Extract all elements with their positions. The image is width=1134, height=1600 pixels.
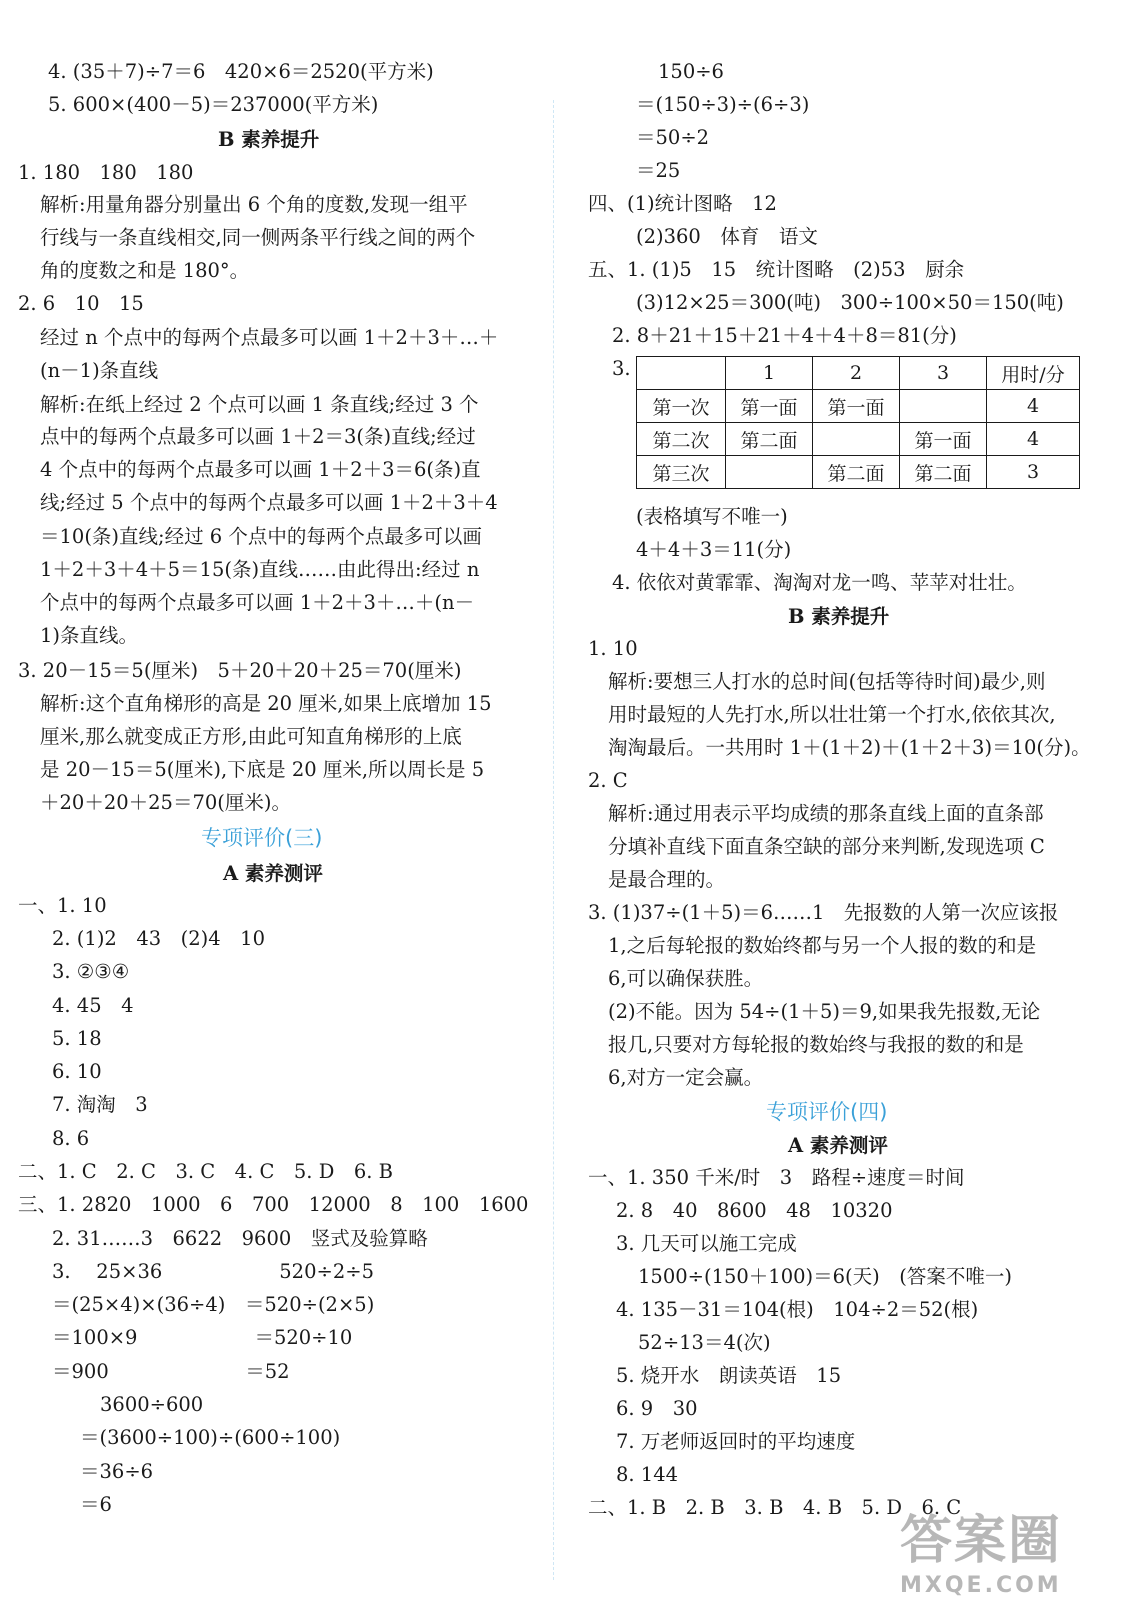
answer-line: 四、(1)统计图略 12: [588, 192, 777, 215]
answer-line: 4. (35＋7)÷7＝6 420×6＝2520(平方米): [48, 60, 434, 83]
answer-line: 一、1. 10: [18, 894, 107, 917]
answer-line: 7. 淘淘 3: [52, 1093, 148, 1116]
answer-line: 6. 9 30: [616, 1397, 698, 1420]
table-row: [637, 456, 1080, 489]
column-divider: [553, 100, 554, 1580]
watermark-logo: [900, 1498, 1110, 1598]
answer-line: 1. 10: [588, 637, 638, 660]
answer-line: ＝100×9 ＝520÷10: [52, 1326, 353, 1349]
analysis-line: 解析:用量角器分别量出 6 个角的度数,发现一组平: [40, 193, 468, 216]
answer-line: (表格填写不唯一): [636, 505, 788, 528]
answer-line: 2. (1)2 43 (2)4 10: [52, 927, 265, 950]
analysis-line: 1)条直线。: [40, 624, 139, 647]
table-cell: 4: [987, 390, 1080, 423]
answer-line: 二、1. B 2. B 3. B 4. B 5. D 6. C: [588, 1496, 962, 1519]
answer-line: 2. 31……3 6622 9600 竖式及验算略: [52, 1227, 428, 1250]
answer-line: 5. 600×(400－5)＝237000(平方米): [48, 93, 379, 116]
answer-line: 8. 144: [616, 1463, 679, 1486]
table-cell: 第一面: [813, 390, 900, 423]
table-cell: 第一面: [726, 390, 813, 423]
table-cell: [637, 357, 726, 390]
analysis-line: 淘淘最后。一共用时 1＋(1＋2)＋(1＋2＋3)＝10(分)。: [608, 736, 1091, 759]
answer-line: 6,可以确保获胜。: [608, 967, 764, 990]
analysis-line: 解析:要想三人打水的总时间(包括等待时间)最少,则: [608, 670, 1046, 693]
table-cell: 第二面: [726, 423, 813, 456]
answer-line: 三、1. 2820 1000 6 700 12000 8 100 1600: [18, 1193, 529, 1216]
answer-line: 2. 8＋21＋15＋21＋4＋4＋8＝81(分): [612, 324, 957, 347]
table-cell: 用时/分: [987, 357, 1080, 390]
answer-line: ＝900 ＝52: [52, 1360, 290, 1383]
answer-line: ＝6: [80, 1493, 112, 1516]
table-cell: 第三次: [637, 456, 726, 489]
answer-line: 5. 烧开水 朗读英语 15: [616, 1364, 842, 1387]
analysis-line: 用时最短的人先打水,所以壮壮第一个打水,依依其次,: [608, 703, 1056, 726]
answer-line: 2. C: [588, 769, 628, 792]
table-cell: 第一次: [637, 390, 726, 423]
section-title-three: 专项评价(三): [201, 826, 323, 850]
analysis-line: 解析:这个直角梯形的高是 20 厘米,如果上底增加 15: [40, 692, 492, 715]
table-cell: 第二次: [637, 423, 726, 456]
answer-line: 6. 10: [52, 1060, 102, 1083]
answer-line: ＝50÷2: [636, 126, 710, 149]
analysis-line: 行线与一条直线相交,同一侧两条平行线之间的两个: [40, 226, 476, 249]
answer-line: 4. 依依对黄霏霏、淘淘对龙一鸣、苹苹对壮壮。: [612, 571, 1027, 594]
answer-line: ＝(25×4)×(36÷4) ＝520÷(2×5): [52, 1293, 375, 1316]
analysis-line: 分填补直线下面直条空缺的部分来判断,发现选项 C: [608, 835, 1045, 858]
answer-line: ＝36÷6: [80, 1460, 154, 1483]
answer-line: 3. (1)37÷(1＋5)＝6……1 先报数的人第一次应该报: [588, 901, 1059, 924]
analysis-line: 解析:通过用表示平均成绩的那条直线上面的直条部: [608, 802, 1044, 825]
answer-line: 4. 45 4: [52, 994, 134, 1017]
answer-line: 4. 135－31＝104(根) 104÷2＝52(根): [616, 1298, 979, 1321]
answer-line: 3. 25×36 520÷2÷5: [52, 1260, 374, 1283]
table-header-row: [637, 357, 1080, 390]
table-row: [637, 423, 1080, 456]
answer-line: 7. 万老师返回时的平均速度: [616, 1430, 856, 1453]
analysis-line: 角的度数之和是 180°。: [40, 259, 250, 282]
answer-line: 1. 180 180 180: [18, 161, 194, 184]
analysis-line: 是最合理的。: [608, 868, 726, 891]
watermark-text: 答案圈: [900, 1511, 1063, 1571]
time-table: [636, 356, 1080, 489]
analysis-line: ＝10(条)直线;经过 6 个点中的每两个点最多可以画: [40, 525, 482, 548]
heading-a-literacy: A 素养测评: [223, 862, 323, 885]
answer-line: 五、1. (1)5 15 统计图略 (2)53 厨余: [588, 258, 965, 281]
answer-line: ＝25: [636, 159, 681, 182]
heading-b-literacy: B 素养提升: [788, 605, 890, 628]
answer-line: ＝(3600÷100)÷(600÷100): [80, 1426, 341, 1449]
answer-line: 2. 8 40 8600 48 10320: [616, 1199, 893, 1222]
answer-line: 6,对方一定会赢。: [608, 1066, 764, 1089]
answer-line: (2)不能。因为 54÷(1＋5)＝9,如果我先报数,无论: [608, 1000, 1041, 1023]
answer-line: 一、1. 350 千米/时 3 路程÷速度＝时间: [588, 1166, 965, 1189]
answer-line: 3. ②③④: [52, 960, 130, 983]
answer-line: 2. 6 10 15: [18, 292, 144, 315]
answer-line: 4＋4＋3＝11(分): [636, 538, 792, 561]
answer-line: 3. 20－15＝5(厘米) 5＋20＋20＋25＝70(厘米): [18, 659, 462, 682]
table-cell: 1: [726, 357, 813, 390]
table-cell: 第一面: [900, 423, 987, 456]
answer-line: 3.: [612, 357, 631, 380]
analysis-line: 是 20－15＝5(厘米),下底是 20 厘米,所以周长是 5: [40, 758, 485, 781]
analysis-line: 线;经过 5 个点中的每两个点最多可以画 1＋2＋3＋4: [40, 491, 498, 514]
heading-a-literacy: A 素养测评: [788, 1134, 888, 1157]
table-cell: 3: [987, 456, 1080, 489]
answer-line: 5. 18: [52, 1027, 102, 1050]
answer-line: 3. 几天可以施工完成: [616, 1232, 797, 1255]
watermark-url: MXQE.COM: [900, 1573, 1062, 1598]
answer-line: (3)12×25＝300(吨) 300÷100×50＝150(吨): [636, 291, 1064, 314]
table-cell: [813, 423, 900, 456]
table-cell: 2: [813, 357, 900, 390]
answer-line: 1500÷(150＋100)＝6(天) (答案不唯一): [638, 1265, 1012, 1288]
table-cell: 第二面: [900, 456, 987, 489]
answer-line: 经过 n 个点中的每两个点最多可以画 1＋2＋3＋…＋: [40, 326, 499, 349]
answer-line: 52÷13＝4(次): [638, 1331, 771, 1354]
analysis-line: 点中的每两个点最多可以画 1＋2＝3(条)直线;经过: [40, 425, 476, 448]
answer-line: (n－1)条直线: [40, 359, 159, 382]
section-title-four: 专项评价(四): [766, 1100, 888, 1124]
table-cell: 4: [987, 423, 1080, 456]
answer-line: 1,之后每轮报的数始终都与另一个人报的数的和是: [608, 934, 1037, 957]
analysis-line: 解析:在纸上经过 2 个点可以画 1 条直线;经过 3 个: [40, 393, 479, 416]
heading-b-literacy: B 素养提升: [218, 128, 320, 151]
answer-line: 二、1. C 2. C 3. C 4. C 5. D 6. B: [18, 1160, 393, 1183]
answer-line: 150÷6: [658, 60, 724, 83]
answer-line: 报几,只要对方每轮报的数始终与我报的数的和是: [608, 1033, 1024, 1056]
table-cell: [900, 390, 987, 423]
table-cell: [726, 456, 813, 489]
table-cell: 第二面: [813, 456, 900, 489]
analysis-line: 1＋2＋3＋4＋5＝15(条)直线……由此得出:经过 n: [40, 558, 480, 581]
analysis-line: 个点中的每两个点最多可以画 1＋2＋3＋…＋(n－: [40, 591, 475, 614]
analysis-line: 4 个点中的每两个点最多可以画 1＋2＋3＝6(条)直: [40, 458, 481, 481]
table-row: [637, 390, 1080, 423]
table-cell: 3: [900, 357, 987, 390]
answer-line: 8. 6: [52, 1127, 90, 1150]
analysis-line: ＋20＋20＋25＝70(厘米)。: [40, 791, 291, 814]
answer-line: 3600÷600: [100, 1393, 204, 1416]
analysis-line: 厘米,那么就变成正方形,由此可知直角梯形的上底: [40, 725, 462, 748]
answer-line: (2)360 体育 语文: [636, 225, 818, 248]
answer-line: ＝(150÷3)÷(6÷3): [636, 93, 810, 116]
